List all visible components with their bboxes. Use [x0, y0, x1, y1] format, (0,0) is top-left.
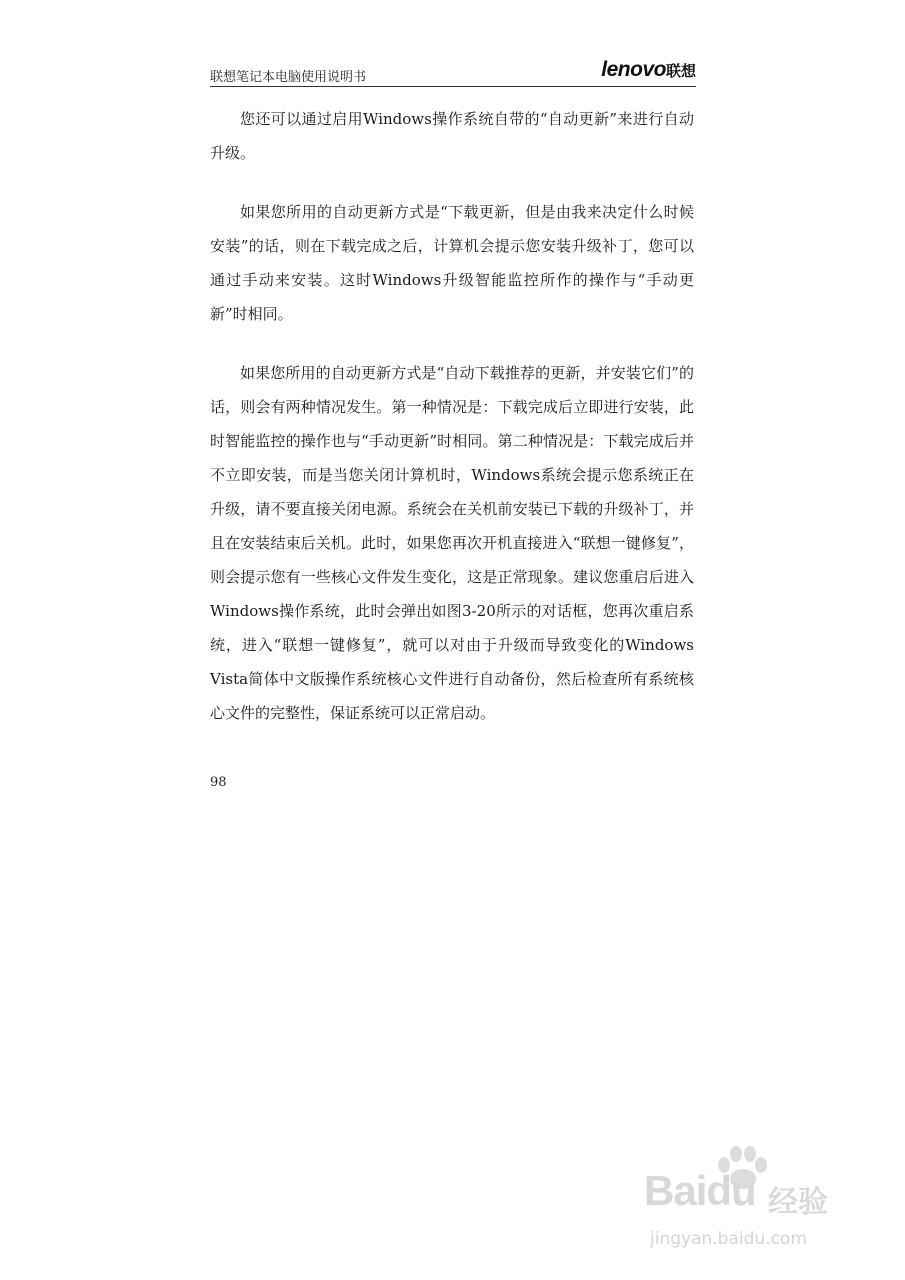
watermark-url: jingyan.baidu.com: [650, 1229, 807, 1249]
page-number: 98: [210, 775, 227, 790]
header-title: 联想笔记本电脑使用说明书: [210, 70, 367, 85]
page-header: [210, 58, 696, 87]
watermark-jingyan: 经验: [768, 1185, 828, 1220]
baidu-jingyan-watermark: [640, 1145, 870, 1275]
brand-cn: 联想: [665, 62, 696, 80]
lenovo-logo: [601, 58, 696, 82]
body-text: [210, 102, 694, 755]
brand-en: lenovo: [601, 58, 666, 81]
paragraph-2: 如果您所用的自动更新方式是“下载更新，但是由我来决定什么时候安装”的话，则在下载完成之后，计算机会提示您安装升级补丁，您可以通过手动来安装。这时Windows升级智能监控所作的操作与“手动更新”时相同。: [210, 203, 694, 323]
paragraph-1: 您还可以通过启用Windows操作系统自带的“自动更新”来进行自动升级。: [210, 110, 694, 162]
paragraph-3: 如果您所用的自动更新方式是“自动下载推荐的更新，并安装它们”的话，则会有两种情况发生。第一种情况是：下载完成后立即进行安装，此时智能监控的操作也与“手动更新”时相同。第二种情况是：下载完成后并不立即安装，而是当您关闭计算机时，Windows系统会提示您系统正在升级，请不要直接关闭电源。系统会在关机前安装已下载的升级补丁，并且在安装结束后关机。此时，如果您再次开机直接进入“联想一键修复”，则会提示您有一些核心文件发生变化，这是正常现象。建议您重启后进入Windows操作系统，此时会弹出如图3-20所示的对话框，您再次重启系统，进入“联想一键修复”，就可以对由于升级而导致变化的Windows Vista简体中文版操作系统核心文件进行自动备份，然后检查所有系统核心文件的完整性，保证系统可以正常启动。: [210, 364, 694, 722]
watermark-word: Baidu: [644, 1167, 756, 1214]
